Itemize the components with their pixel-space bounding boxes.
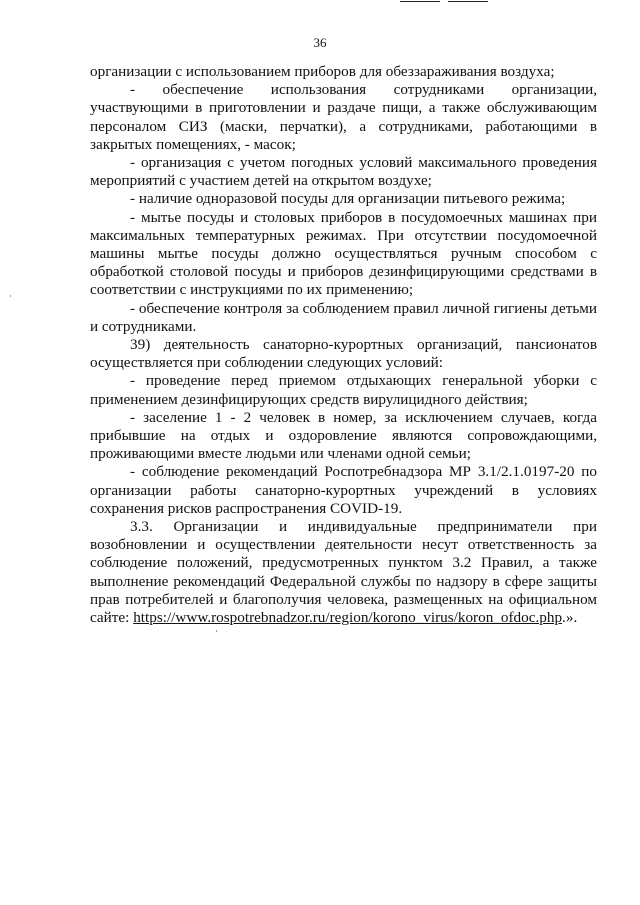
rospotrebnadzor-link[interactable]: https://www.rospotrebnadzor.ru/region/korono_virus/koron_ofdoc.php [133, 609, 563, 627]
list-item-general-cleaning: - проведение перед приемом отдыхающих генеральной уборки с применением дезинфицирующих средств вирулицидного действия; [90, 372, 597, 408]
list-item-recommendations: - соблюдение рекомендаций Роспотребнадзора МР 3.1/2.1.0197-20 по организации работы санаторно-курортных учреждений в условиях сохранения рисков распространения COVID-19. [90, 463, 597, 517]
list-item-outdoor-activities: - организация с учетом погодных условий максимального проведения мероприятий с участием детей на открытом воздухе; [90, 154, 597, 190]
clause-3-3-suffix: .». [562, 609, 578, 627]
list-item-disposable-dishes: - наличие одноразовой посуды для организации питьевого режима; [130, 190, 566, 208]
clause-39: 39) деятельность санаторно-курортных организаций, пансионатов осуществляется при соблюдении следующих условий: [90, 336, 597, 372]
clause-3-3-text: 3.3. Организации и индивидуальные предприниматели при возобновлении и осуществлении деятельности несут ответственность за соблюдение положений, предусмотренных пунктом 3.2 Правил, а также выполнение рекомендаций Федеральной службы по надзору в сфере защиты прав потребителей и благополучия человека, размещенных на официальном сайте: [90, 518, 597, 627]
page-number: 36 [313, 35, 327, 50]
scan-artifact-mark [10, 295, 11, 297]
list-item-dishwashing: - мытье посуды и столовых приборов в посудомоечных машинах при максимальных температурных режимах. При отсутствии посудомоечной машины мытье посуды должно осуществляться ручным способом с обработкой столовой посуды и приборов дезинфицирующими средствами в соответствии с инструкциями по их применению; [90, 208, 597, 299]
list-item-hygiene-control: - обеспечение контроля за соблюдением правил личной гигиены детьми и сотрудниками. [90, 299, 597, 335]
document-body [90, 63, 597, 627]
paragraph-continuation: организации с использованием приборов для обеззараживания воздуха; [90, 63, 555, 80]
scan-artifact-mark [216, 630, 217, 632]
top-edge-marks [400, 0, 490, 4]
clause-3-3 [90, 518, 597, 627]
list-item-room-occupancy: - заселение 1 - 2 человек в номер, за исключением случаев, когда прибывшие на отдых и оздоровление являются сопровождающими, проживающими вместе людьми или членами одной семьи; [90, 408, 597, 463]
list-item-catering-ppe: - обеспечение использования сотрудниками организации, участвующими в приготовлении и раздаче пищи, а также обслуживающим персоналом СИЗ (маски, перчатки), а сотрудниками, работающими в закрытых помещениях, - масок; [90, 81, 597, 153]
